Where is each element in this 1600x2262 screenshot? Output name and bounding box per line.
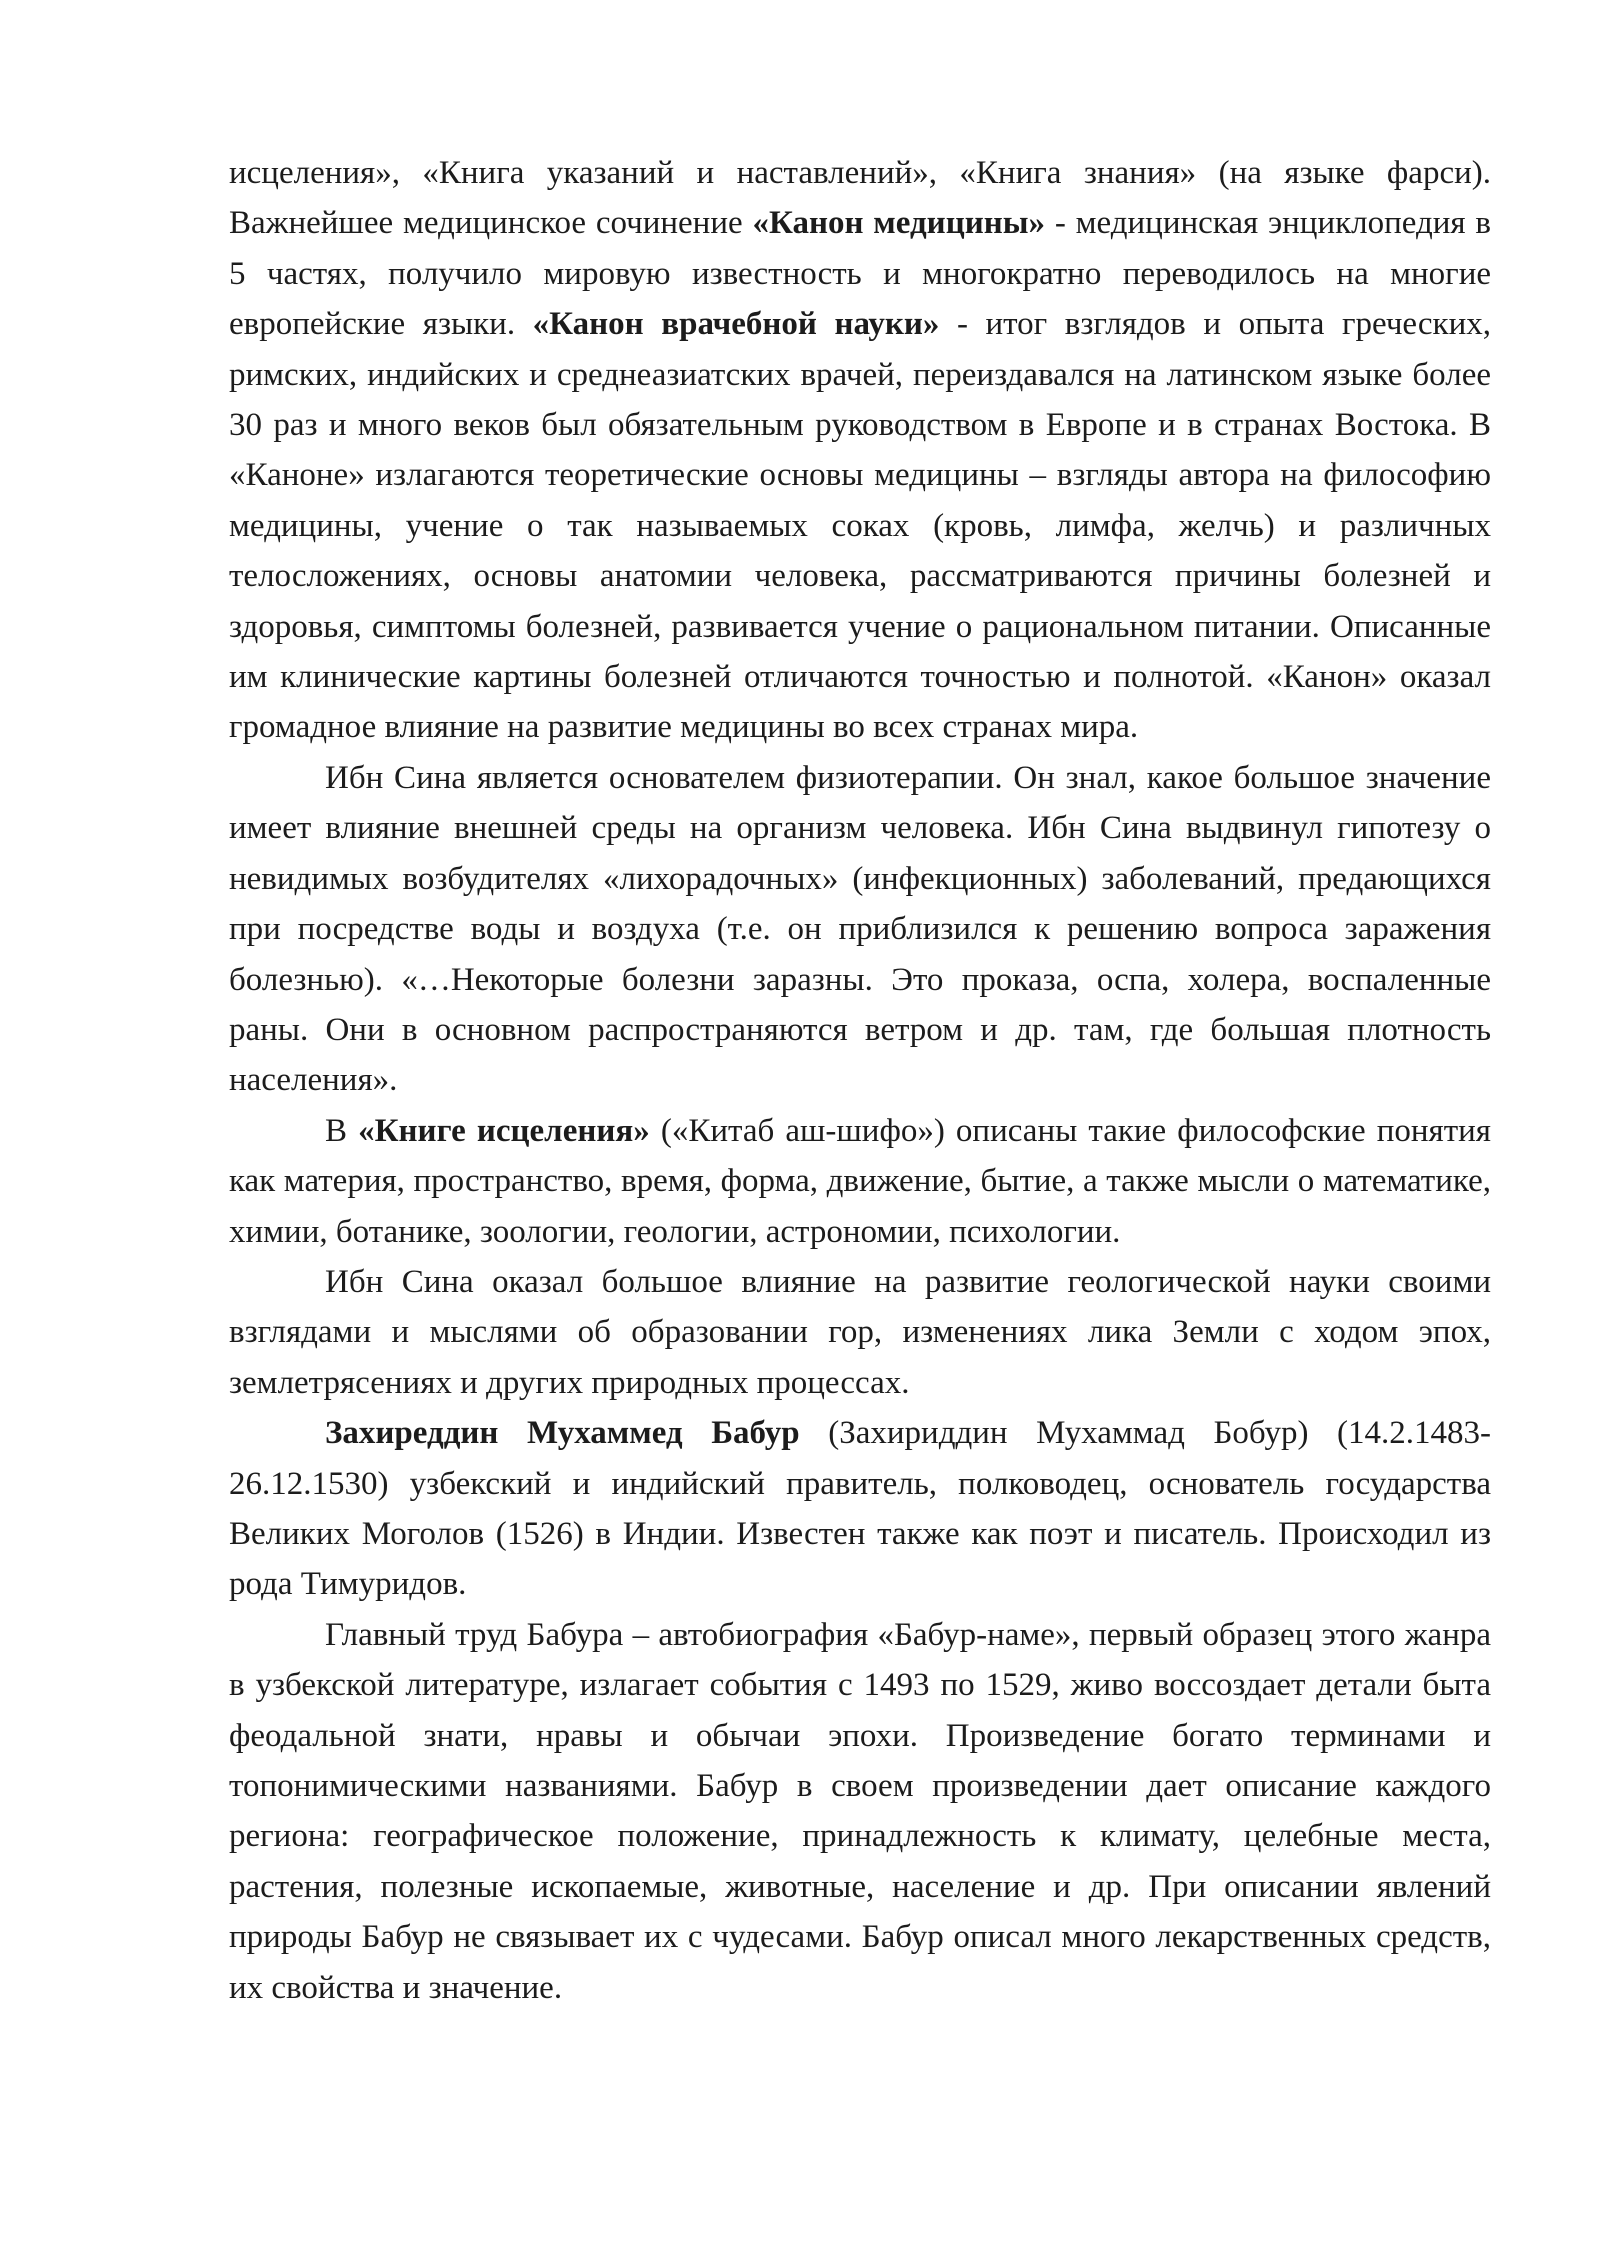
paragraph: [229, 1610, 1491, 2013]
paragraph: [229, 753, 1491, 1106]
bold-title-book-of-healing: «Книге исцеления»: [358, 1112, 650, 1149]
paragraph: [229, 1408, 1491, 1610]
bold-title-canon-of-medicine: «Канон медицины»: [752, 205, 1046, 242]
document-body: [229, 148, 1491, 2013]
paragraph-text: исцеления», «Книга указаний и наставлений», «Книга знания» (на языке фарси). Важнейшее медицинское сочинение: [229, 155, 1491, 242]
paragraph-text: Ибн Сина является основателем физиотерапии. Он знал, какое большое значение имеет влияние внешней среды на организм человека. Ибн Сина выдвинул гипотезу о невидимых возбудителях «лихорадочных» (инфекционных) заболеваний, предающихся при посредстве воды и воздуха (т.е. он приблизился к решению вопроса заражения болезнью). «…Некоторые болезни заразны. Это проказа, оспа, холера, воспаленные раны. Они в основном распространяются ветром и др. там, где большая плотность населения».: [229, 759, 1491, 1099]
paragraph: [229, 1106, 1491, 1257]
paragraph-text: - медицинская энциклопедия в 5 частях, получило мировую известность и многократно переводилось на многие европейские языки.: [229, 205, 1491, 343]
paragraph-text: - итог взглядов и опыта греческих, римских, индийских и среднеазиатских врачей, переиздавался на латинском языке более 30 раз и много веков был обязательным руководством в Европе и в странах Востока. В «Каноне» излагаются теоретические основы медицины – взгляды автора на философию медицины, учение о так называемых соках (кровь, лимфа, желчь) и различных телосложениях, основы анатомии человека, рассматриваются причины болезней и здоровья, симптомы болезней, развивается учение о рациональном питании. Описанные им клинические картины болезней отличаются точностью и полнотой. «Канон» оказал громадное влияние на развитие медицины во всех странах мира.: [229, 306, 1491, 746]
paragraph-text: («Китаб аш-шифо») описаны такие философские понятия как материя, пространство, время, форма, движение, бытие, а также мысли о математике, химии, ботанике, зоологии, геологии, астрономии, психологии.: [229, 1112, 1491, 1250]
paragraph-text: (Захириддин Мухаммад Бобур) (14.2.1483-26.12.1530) узбекский и индийский правитель, полководец, основатель государства Великих Моголов (1526) в Индии. Известен также как поэт и писатель. Происходил из рода Тимуридов.: [229, 1415, 1491, 1603]
bold-title-canon-of-medical-science: «Канон врачебной науки»: [532, 306, 940, 343]
paragraph-text: Главный труд Бабура – автобиография «Бабур-наме», первый образец этого жанра в узбекской литературе, излагает события с 1493 по 1529, живо воссоздает детали быта феодальной знати, нравы и обычаи эпохи. Произведение богато терминами и топонимическими названиями. Бабур в своем произведении дает описание каждого региона: географическое положение, принадлежность к климату, целебные места, растения, полезные ископаемые, животные, население и др. При описании явлений природы Бабур не связывает их с чудесами. Бабур описал много лекарственных средств, их свойства и значение.: [229, 1616, 1491, 2006]
bold-name-babur: Захиреддин Мухаммед Бабур: [325, 1415, 800, 1452]
paragraph: [229, 148, 1491, 753]
paragraph: [229, 1257, 1491, 1408]
paragraph-text: В: [325, 1112, 359, 1149]
paragraph-text: Ибн Сина оказал большое влияние на развитие геологической науки своими взглядами и мыслями об образовании гор, изменениях лика Земли с ходом эпох, землетрясениях и других природных процессах.: [229, 1263, 1491, 1401]
